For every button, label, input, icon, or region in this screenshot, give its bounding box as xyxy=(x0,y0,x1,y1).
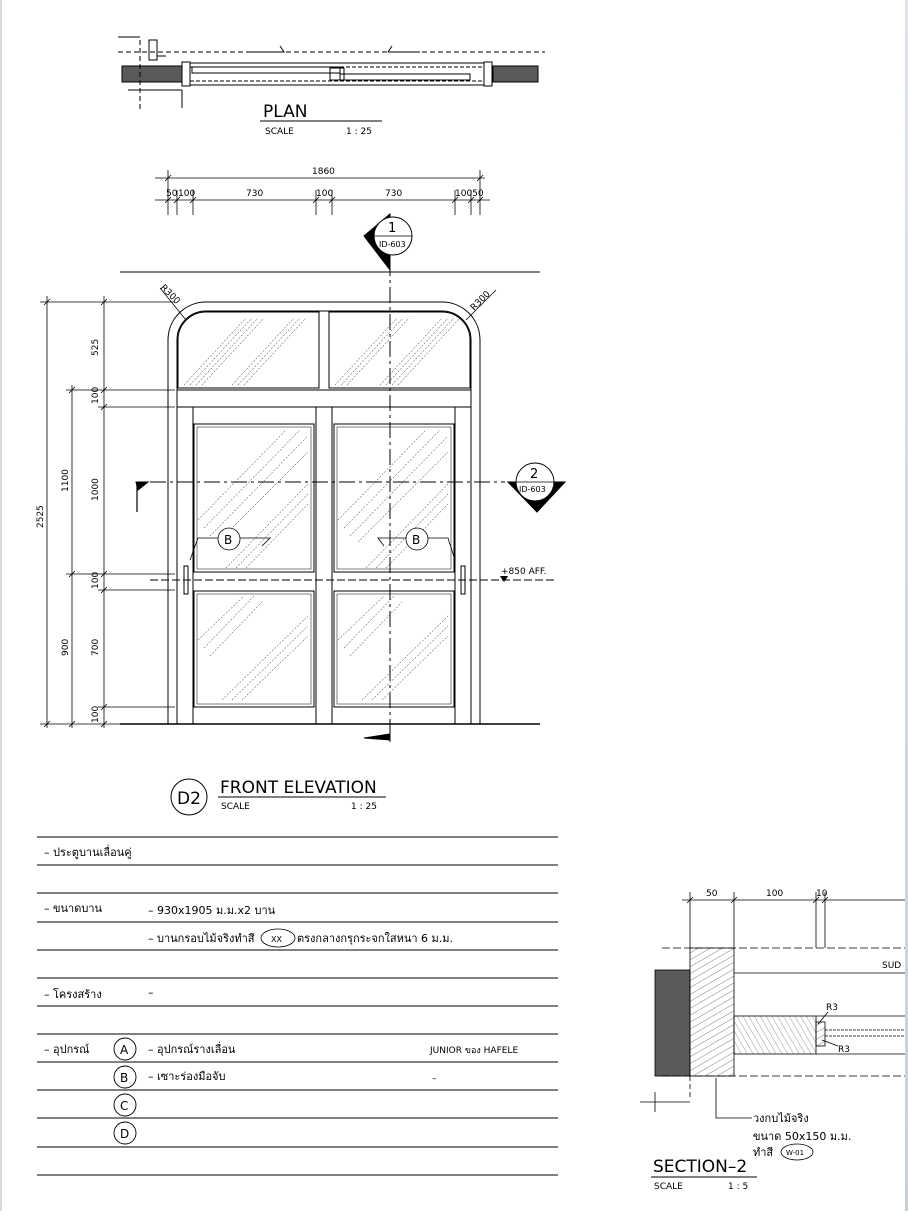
radius-left-label: R300 xyxy=(157,283,182,307)
spec-table-lines xyxy=(37,837,558,1175)
dim-top-c: 730 xyxy=(246,189,264,199)
section-dim-a: 50 xyxy=(706,889,718,899)
spec-row-size-detail: – 930x1905 ม.ม.x2 บาน xyxy=(148,904,276,917)
dim-top-d: 100 xyxy=(316,189,334,199)
dim-upper-panel: 1000 xyxy=(91,478,101,501)
dim-transom: 525 xyxy=(91,338,101,356)
section-note-line-3: ทำสี xyxy=(753,1146,774,1159)
section-markers xyxy=(136,482,390,740)
section-note-tag: W-01 xyxy=(786,1149,805,1157)
plan-scale-label: SCALE xyxy=(265,127,294,137)
material-tag: XX xyxy=(271,935,282,944)
spec-row-door-type: – ประตูบานเลื่อนคู่ xyxy=(44,846,132,859)
level-note: +850 AFF. xyxy=(501,567,547,577)
section-scale-label: SCALE xyxy=(654,1182,683,1192)
hardware-a-note: JUNIOR ของ HAFELE xyxy=(430,1046,519,1056)
dim-overall-width: 1860 xyxy=(312,167,335,177)
elevation-badge: D2 xyxy=(177,789,201,809)
spec-row-frame-detail-2: ตรงกลางกรุกระจกใสหนา 6 ม.ม. xyxy=(297,932,454,945)
hardware-b-note: – xyxy=(432,1074,437,1084)
window-left-edge xyxy=(0,0,2,1211)
spec-row-size-label: – ขนาดบาน xyxy=(44,902,103,915)
elevation-scale-label: SCALE xyxy=(221,802,250,812)
dim-rail-1: 100 xyxy=(91,386,101,404)
section-radius-a: R3 xyxy=(826,1003,838,1013)
hardware-tag-b: B xyxy=(120,1071,129,1085)
hardware-b-detail: – เซาะร่องมือจับ xyxy=(148,1070,226,1083)
spec-row-structure-detail: – xyxy=(148,986,154,999)
section-scale-value: 1 : 5 xyxy=(728,1182,749,1192)
section-label-sud: SUD xyxy=(882,961,902,971)
handle-tag-left: B xyxy=(224,533,233,547)
radius-leaders xyxy=(160,288,496,320)
plan-title: PLAN xyxy=(263,102,308,122)
section-dim-c: 10 xyxy=(816,889,828,899)
dim-rail-3: 100 xyxy=(91,705,101,723)
hardware-a-detail: – อุปกรณ์รางเลื่อน xyxy=(148,1043,236,1056)
plan-view xyxy=(118,37,545,110)
dim-upper-height: 1100 xyxy=(61,469,71,492)
dim-total-height: 2525 xyxy=(36,505,46,528)
callout-1-number: 1 xyxy=(388,221,397,236)
plan-scale-value: 1 : 25 xyxy=(346,127,372,137)
section-radius-b: R3 xyxy=(838,1045,850,1055)
dim-rail-2: 100 xyxy=(91,571,101,589)
spec-row-frame-detail: – บานกรอบไม้จริงทำสี xyxy=(148,932,255,945)
callout-2-ref: ID-603 xyxy=(519,485,546,494)
section-title: SECTION–2 xyxy=(653,1157,748,1177)
elevation-title: FRONT ELEVATION xyxy=(220,778,377,798)
section-note-line-2: ขนาด 50x150 ม.ม. xyxy=(753,1130,852,1143)
hardware-tag-c: C xyxy=(120,1099,129,1113)
hardware-tag-d: D xyxy=(120,1127,130,1141)
door-frame xyxy=(120,260,555,745)
radius-right-label: R300 xyxy=(469,289,493,314)
callout-2-number: 2 xyxy=(530,467,539,482)
glass-hatching xyxy=(184,318,460,700)
elevation-dimensions xyxy=(40,170,490,728)
spec-row-structure-label: – โครงสร้าง xyxy=(44,988,102,1001)
dim-top-f: 10050 xyxy=(455,189,484,199)
handle-tag-right: B xyxy=(412,533,421,547)
elevation-scale-value: 1 : 25 xyxy=(351,802,377,812)
section-note-line-1: วงกบไม้จริง xyxy=(753,1112,809,1125)
callout-1-ref: ID-603 xyxy=(379,240,406,249)
dim-top-a: 50 xyxy=(166,189,178,199)
dim-lower-height: 900 xyxy=(61,638,71,656)
dim-top-e: 730 xyxy=(385,189,403,199)
dim-lower-panel: 700 xyxy=(91,638,101,656)
section-2-detail xyxy=(640,892,906,1118)
hardware-tag-a: A xyxy=(120,1043,129,1057)
dim-top-b: 100 xyxy=(178,189,196,199)
spec-row-hardware-label: – อุปกรณ์ xyxy=(44,1043,90,1056)
section-dim-b: 100 xyxy=(766,889,784,899)
